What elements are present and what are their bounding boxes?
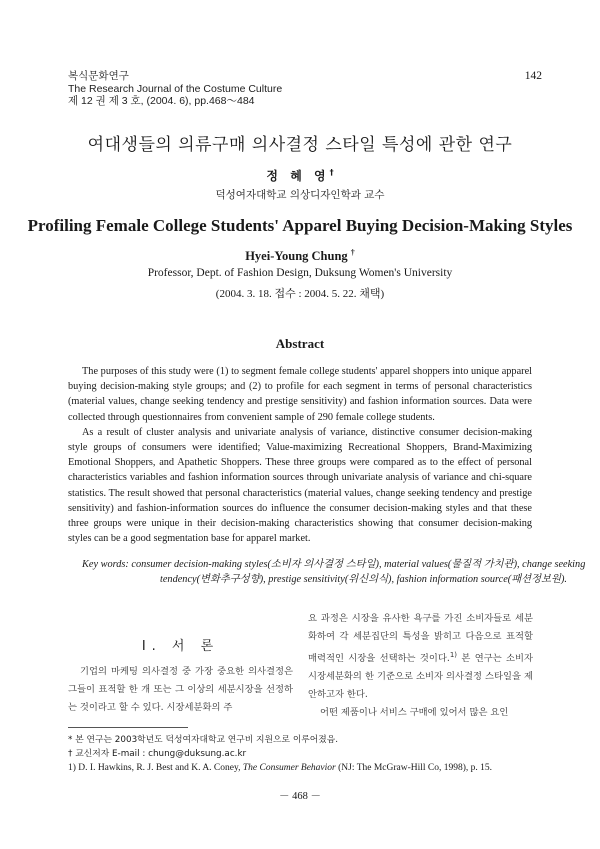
footnote-contact: † 교신저자 E-mail : chung@duksung.ac.kr: [68, 749, 247, 759]
abstract-paragraph: The purposes of this study were (1) to segment female college students' apparel shoppers into unique apparel buying decision-making style groups; and (2) to profile for each segment in terms of personal characteristics (material values, change seeking tendency and prestige sensitivity) and fashion information sources. Data were collected through questionnaires from convenient sample of 290 female college students.: [68, 366, 532, 423]
footnotes: [68, 733, 538, 775]
corresponding-author-mark-en: †: [350, 248, 355, 257]
abstract-body: [68, 364, 532, 546]
abstract-heading: Abstract: [275, 336, 325, 351]
footnote-reference-1: 1) D. I. Hawkins, R. J. Best and K. A. Coney, The Consumer Behavior (NJ: The McGraw-Hill Co, 1998), p. 15.: [68, 763, 493, 773]
footnote-divider: [68, 727, 188, 728]
journal-name-kr: 복식문화연구: [68, 70, 129, 82]
author-english-name: Hyei-Young Chung: [245, 249, 348, 264]
affiliation-english: Professor, Dept. of Fashion Design, Duksung Women's University: [147, 267, 453, 279]
footnote-funding: * 본 연구는 2003학년도 덕성여자대학교 연구비 지원으로 이루어졌음.: [68, 735, 339, 745]
section-heading-introduction: I. 서 론: [141, 639, 220, 654]
author-korean: [0, 167, 600, 184]
journal-name-en: The Research Journal of the Costume Culture: [68, 82, 283, 95]
affiliation-korean: 덕성여자대학교 의상디자인학과 교수: [215, 189, 385, 201]
keywords: Key words: consumer decision-making styles(소비자 의사결정 스타일), material values(물질적 가치관), change seeking tendency(변화추구성향), prestige sensitivity(위신의식), fashion information source(패션정보원).: [82, 559, 586, 585]
author-english: [0, 248, 600, 264]
journal-issue: 제 12 권 제 3 호, (2004. 6), pp.468～484: [68, 95, 255, 107]
title-english: Profiling Female College Students' Apparel Buying Decision-Making Styles: [27, 216, 573, 235]
body-paragraph: 어떤 제품이나 서비스 구매에 있어서 많은 요인: [320, 707, 509, 719]
body-text-left-column: 기업의 마케팅 의사결정 중 가장 중요한 의사결정은 그들이 표적할 한 개 또는 그 이상의 세분시장을 선정하는 것이라고 할 수 있다. 시장세분화의 주: [68, 666, 293, 713]
body-text-right-column: [308, 610, 533, 722]
author-korean-name: 정 혜 영: [266, 169, 330, 183]
body-paragraph: 요 과정은 시장을 유사한 욕구를 가진 소비자들로 세분화하여 각 세분집단의 특성을 밝히고 다음으로 표적할 매력적인 시장을 선택하는 것이다.$^{1)}$ 본 연구는 소비자 시장세분화의 한 기준으로 소비자 의사결정 스타일을 제안하고자 한다.: [308, 613, 533, 701]
footnote-ref-1: 1): [449, 651, 457, 659]
page-footer-number: － 468 －: [279, 791, 321, 802]
corresponding-author-mark: †: [329, 168, 334, 177]
journal-header: [68, 70, 282, 108]
submission-dates: (2004. 3. 18. 접수 : 2004. 5. 22. 채택): [215, 288, 385, 300]
title-korean: 여대생들의 의류구매 의사결정 스타일 특성에 관한 연구: [87, 135, 513, 155]
header-page-number: 142: [524, 70, 542, 82]
abstract-paragraph: As a result of cluster analysis and univariate analysis of variance, distinctive consumer decision-making style groups of consumers were identified; Value-maximizing Recreational Shoppers, Brand-Maximizing Emotional Shoppers, and Apathetic Shoppers. These three groups were compared as to the effect of personal characteristics variables and fashion information sources through univariate analysis of variance and chi-square statistics. The result showed that personal characteristics (material values, change seeking tendency and prestige sensitivity) and fashion-information sources do influence the consumer decision-making styles and that these three groups were unique in their decision-making characteristics showing that consumer decision-making styles can be a good segmentation base for apparel market.: [68, 426, 532, 545]
